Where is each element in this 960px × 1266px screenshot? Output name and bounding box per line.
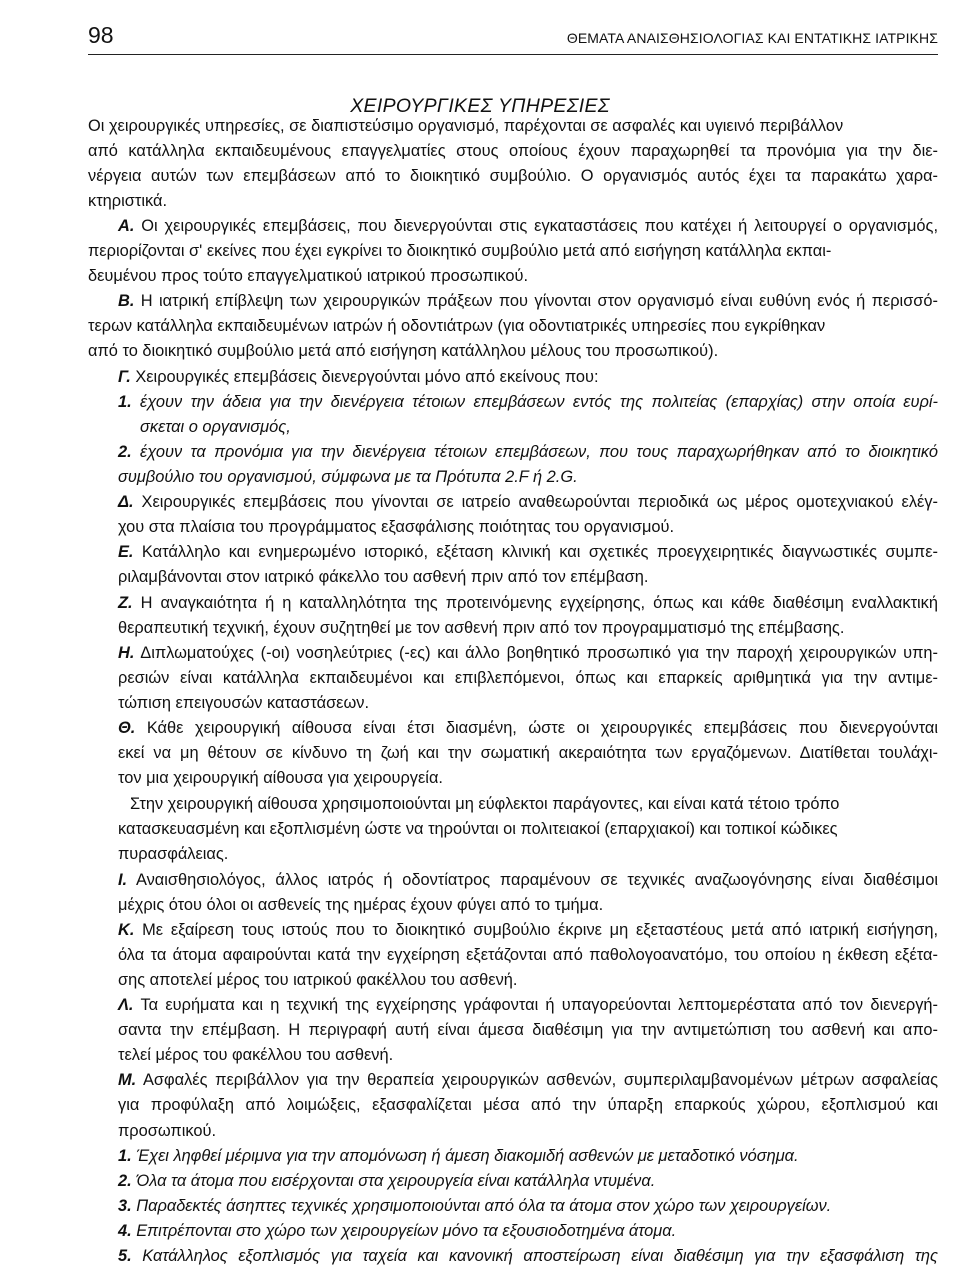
item-label: 5. bbox=[118, 1247, 132, 1265]
italic-text: έχουν τα προνόμια για την διενέργεια τέτοιων επεμβάσεων, που τους παραχωρήθηκαν από το διοικητικό bbox=[140, 443, 939, 461]
item-label: Ζ. bbox=[118, 594, 133, 612]
text-line bbox=[88, 341, 718, 361]
item-label: 2. bbox=[118, 1172, 132, 1190]
line-text: σαντα την επέμβαση. Η περιγραφή αυτή είναι άμεσα διαθέσιμη για την αντιμετώπιση του ασθενή και απο- bbox=[118, 1021, 938, 1039]
line-text: από κατάλληλα εκπαιδευμένους επαγγελματίες στους οποίους έχουν παραχωρηθεί τα προνόμια για την διε- bbox=[88, 142, 938, 160]
text-line bbox=[118, 1146, 799, 1166]
line-text: τελεί μέρος του φακέλλου του ασθενή. bbox=[118, 1046, 394, 1064]
italic-text: συμβούλιο του οργανισμού, σύμφωνα με τα Πρότυπα 2.F ή 2.G. bbox=[118, 468, 578, 486]
text-line bbox=[118, 593, 938, 613]
text-line bbox=[118, 970, 517, 990]
line-text: Χειρουργικές επεμβάσεις διενεργούνται μόνο από εκείνους που: bbox=[135, 368, 599, 386]
text-line bbox=[118, 1121, 216, 1141]
text-line bbox=[118, 1221, 676, 1241]
item-label: Ε. bbox=[118, 543, 134, 561]
line-text: κτηριστικά. bbox=[88, 192, 168, 210]
text-line bbox=[140, 417, 291, 437]
line-text: νέργεια αυτών των επεμβάσεων από το διοικητικό συμβούλιο. Ο οργανισμός αυτός έχει τα παρακάτω χαρα- bbox=[88, 167, 938, 185]
text-line bbox=[118, 844, 228, 864]
running-title: ΘΕΜΑΤΑ ΑΝΑΙΣΘΗΣΙΟΛΟΓΙΑΣ ΚΑΙ ΕΝΤΑΤΙΚΗΣ ΙΑΤΡΙΚΗΣ bbox=[566, 30, 938, 46]
text-line bbox=[118, 1070, 938, 1090]
page-header bbox=[88, 22, 938, 55]
italic-text: Κατάλληλος εξοπλισμός για ταχεία και κανονική αποστείρωση είναι διαθέσιμη για την εξασφάλιση της bbox=[142, 1247, 938, 1265]
text-line bbox=[88, 116, 843, 136]
item-label: 1. bbox=[118, 1147, 132, 1165]
text-line bbox=[118, 442, 938, 462]
line-text: Οι χειρουργικές υπηρεσίες, σε διαπιστεύσιμο οργανισμό, παρέχονται σε ασφαλές και υγιεινό περιβάλλον bbox=[88, 117, 844, 135]
line-text: Στην χειρουργική αίθουσα χρησιμοποιούνται μη εύφλεκτοι παράγοντες, και είναι κατά τέτοιο τρόπο bbox=[130, 795, 840, 813]
line-text: Κατάλληλο και ενημερωμένο ιστορικό, εξέταση κλινική και σχετικές προεγχειρητικές διαγνωστικές συμπε- bbox=[141, 543, 938, 561]
line-text: ριλαμβάνονται στον ιατρικό φάκελλο του ασθενή πριν από τον επέμβαση. bbox=[118, 568, 649, 586]
text-line bbox=[118, 819, 838, 839]
line-text: εκεί να μη θέτουν σε κίνδυνο τη ζωή και την σωματική ακεραιότητα των εργαζόμενων. Διατίθεται τουλάχι- bbox=[118, 744, 938, 762]
italic-text: Επιτρέπονται στο χώρο των χειρουργείων μόνο τα εξουσιοδοτημένα άτομα. bbox=[136, 1222, 677, 1240]
item-label: Θ. bbox=[118, 719, 136, 737]
line-text: Αναισθησιολόγος, άλλος ιατρός ή οδοντίατρος παραμένουν σε τεχνικές αναζωογόνησης είναι διαθέσιμοι bbox=[135, 871, 938, 889]
line-text: δευμένου προς τούτο επαγγελματικού ιατρικού προσωπικού. bbox=[88, 267, 529, 285]
text-line bbox=[88, 266, 528, 286]
text-line bbox=[118, 870, 938, 890]
text-line bbox=[118, 1045, 393, 1065]
text-line bbox=[118, 693, 369, 713]
text-line bbox=[88, 166, 938, 186]
line-text: Η ιατρική επίβλεψη των χειρουργικών πράξεων που γίνονται στον οργανισμό είναι ευθύνη ενός ή περισσό- bbox=[140, 292, 938, 310]
item-label: Α. bbox=[118, 217, 135, 235]
line-text: μέχρις ότου όλοι οι ασθενείς της ημέρας έχουν φύγει από το τμήμα. bbox=[118, 896, 604, 914]
text-line bbox=[118, 643, 938, 663]
item-label: Γ. bbox=[118, 368, 131, 386]
line-text: περιορίζονται σ' εκείνες που έχει εγκρίνει το διοικητικό συμβούλιο μετά από εισήγηση κατάλληλα εκπαι- bbox=[88, 242, 832, 260]
page-number: 98 bbox=[88, 22, 114, 48]
text-line bbox=[118, 216, 938, 236]
item-label: Δ. bbox=[118, 493, 134, 511]
text-line bbox=[118, 920, 938, 940]
line-text: Οι χειρουργικές επεμβάσεις, που διενεργούνται στις εγκαταστάσεις που κατέχει ή λειτουργεί ο οργανισμός, bbox=[141, 217, 939, 235]
text-line bbox=[118, 567, 648, 587]
item-label: 4. bbox=[118, 1222, 132, 1240]
line-text: τώπιση επειγουσών καταστάσεων. bbox=[118, 694, 370, 712]
italic-text: Όλα τα άτομα που εισέρχονται στα χειρουργεία είναι κατάλληλα ντυμένα. bbox=[136, 1172, 656, 1190]
line-text: Η αναγκαιότητα ή η καταλληλότητα της προτεινόμενης εγχείρησης, όπως και κάθε διαθέσιμη εναλλακτική bbox=[140, 594, 938, 612]
text-line bbox=[118, 1095, 938, 1115]
text-line bbox=[118, 1246, 938, 1266]
section-title: ΧΕΙΡΟΥΡΓΙΚΕΣ ΥΠΗΡΕΣΙΕΣ bbox=[350, 95, 610, 117]
italic-text: σκεται ο οργανισμός, bbox=[140, 418, 291, 436]
text-line bbox=[118, 768, 443, 788]
item-label: 2. bbox=[118, 443, 132, 461]
line-text: κατασκευασμένη και εξοπλισμένη ώστε να τηρούνται οι πολιτειακοί (επαρχιακοί) και τοπικοί κώδικες bbox=[118, 820, 838, 838]
text-line bbox=[88, 316, 825, 336]
text-line bbox=[118, 291, 938, 311]
item-label: Μ. bbox=[118, 1071, 137, 1089]
line-text: Διπλωματούχες (-οι) νοσηλεύτριες (-ες) και άλλο βοηθητικό προσωπικό για την παροχή χειρουργικών υπη- bbox=[140, 644, 938, 662]
italic-text: έχουν την άδεια για την διενέργεια τέτοιων επεμβάσεων εντός της πολιτείας (επαρχίας) στην οποία ευρί- bbox=[140, 393, 938, 411]
text-line bbox=[118, 743, 938, 763]
text-line bbox=[118, 718, 938, 738]
line-text: Τα ευρήματα και η τεχνική της εγχείρησης γράφονται ή υπαγορεύονται λεπτομερέστατα από τον διενεργή- bbox=[140, 996, 938, 1014]
line-text: πυρασφάλειας. bbox=[118, 845, 229, 863]
text-line bbox=[88, 191, 167, 211]
line-text: ρεσιών είναι κατάλληλα εκπαιδευμένοι και επιβλεπόμενοι, όπως και επαρκείς αριθμητικά για την αντιμε- bbox=[118, 669, 938, 687]
text-line bbox=[118, 492, 938, 512]
line-text: προσωπικού. bbox=[118, 1122, 217, 1140]
item-label: Κ. bbox=[118, 921, 135, 939]
text-line bbox=[118, 618, 844, 638]
text-line bbox=[118, 895, 603, 915]
text-line bbox=[130, 794, 839, 814]
text-line bbox=[118, 1171, 655, 1191]
text-line bbox=[88, 141, 938, 161]
text-line bbox=[118, 668, 938, 688]
text-line bbox=[118, 1196, 831, 1216]
text-line bbox=[118, 367, 599, 387]
item-label: Ι. bbox=[118, 871, 128, 889]
item-label: Β. bbox=[118, 292, 135, 310]
text-line bbox=[118, 1020, 938, 1040]
text-line bbox=[118, 392, 938, 412]
text-line bbox=[118, 542, 938, 562]
line-text: για προφύλαξη από λοιμώξεις, εξασφαλίζεται μέσα από την ύπαρξη επαρκούς χώρου, εξοπλισμού και bbox=[118, 1096, 938, 1114]
line-text: Με εξαίρεση τους ιστούς που το διοικητικό συμβούλιο έκρινε μη εξεταστέους μετά από ιατρική εισήγηση, bbox=[142, 921, 938, 939]
italic-text: Παραδεκτές άσηπτες τεχνικές χρησιμοποιούνται από όλα τα άτομα στον χώρο των χειρουργείων. bbox=[136, 1197, 832, 1215]
line-text: θεραπευτική τεχνική, έχουν συζητηθεί με τον ασθενή πριν από τον προγραμματισμό της επέμβασης. bbox=[118, 619, 845, 637]
line-text: Ασφαλές περιβάλλον για την θεραπεία χειρουργικών ασθενών, συμπεριλαμβανομένων μέτρων ασφαλείας bbox=[142, 1071, 938, 1089]
text-line bbox=[118, 945, 938, 965]
item-label: 3. bbox=[118, 1197, 132, 1215]
line-text: από το διοικητικό συμβούλιο μετά από εισήγηση κατάλληλου μέλους του προσωπικού). bbox=[88, 342, 719, 360]
item-label: 1. bbox=[118, 393, 132, 411]
line-text: σης αποτελεί μέρος του ιατρικού φακέλλου του ασθενή. bbox=[118, 971, 518, 989]
italic-text: Έχει ληφθεί μέριμνα για την απομόνωση ή άμεση διακομιδή ασθενών με μεταδοτικό νόσημα. bbox=[136, 1147, 799, 1165]
item-label: Η. bbox=[118, 644, 135, 662]
text-line bbox=[118, 517, 674, 537]
line-text: Κάθε χειρουργική αίθουσα είναι έτσι διασμένη, ώστε οι χειρουργικές επεμβάσεις που διενεργούνται bbox=[146, 719, 938, 737]
text-line bbox=[118, 995, 938, 1015]
line-text: τερων κατάλληλα εκπαιδευμένων ιατρών ή οδοντιάτρων (για οδοντιατρικές υπηρεσίες που εγκρίθηκαν bbox=[88, 317, 826, 335]
line-text: χου στα πλαίσια του προγράμματος εξασφάλισης ποιότητας του οργανισμού. bbox=[118, 518, 675, 536]
line-text: Χειρουργικές επεμβάσεις που γίνονται σε ιατρείο αναθεωρούνται περιοδικά ως μέρος ομοτεχνιακού ελέγ- bbox=[141, 493, 938, 511]
text-line bbox=[118, 467, 578, 487]
line-text: όλα τα άτομα αφαιρούνται κατά την εγχείρηση εξετάζονται από παθολογοανατόμο, του οποίου η έκθεση εξέτα- bbox=[118, 946, 938, 964]
line-text: τον μια χειρουργική αίθουσα για χειρουργεία. bbox=[118, 769, 443, 787]
text-line bbox=[88, 241, 831, 261]
item-label: Λ. bbox=[118, 996, 134, 1014]
